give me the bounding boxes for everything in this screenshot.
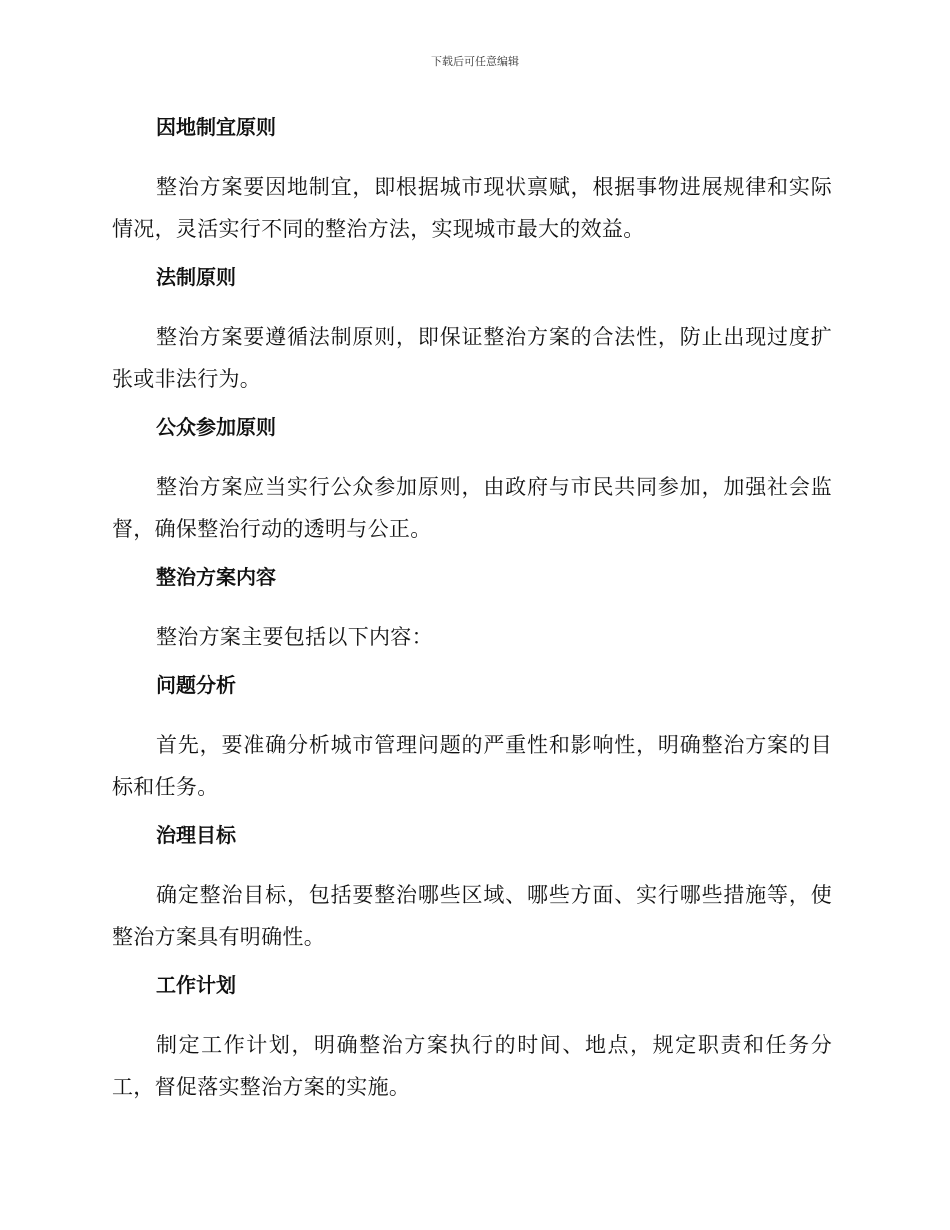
section-paragraph: 整治方案要遵循法制原则，即保证整治方案的合法性，防止出现过度扩张或非法行为。 [112,325,832,391]
section-heading: 治理目标 [156,823,236,847]
section-heading: 公众参加原则 [156,415,276,439]
section-heading: 法制原则 [156,265,236,289]
section-heading: 整治方案内容 [156,565,276,589]
section-heading: 工作计划 [156,973,236,997]
section-heading: 因地制宜原则 [156,115,276,139]
section-paragraph: 整治方案要因地制宜，即根据城市现状禀赋，根据事物进展规律和实际情况，灵活实行不同的整治方法，实现城市最大的效益。 [112,175,832,241]
section-paragraph: 确定整治目标，包括要整治哪些区域、哪些方面、实行哪些措施等，使整治方案具有明确性。 [112,883,832,949]
document-body [112,110,832,1118]
section-paragraph: 首先，要准确分析城市管理问题的严重性和影响性，明确整治方案的目标和任务。 [112,733,832,799]
section-heading: 问题分析 [156,673,236,697]
page-header: 下载后可任意编辑 [431,55,519,68]
section-paragraph: 制定工作计划，明确整治方案执行的时间、地点，规定职责和任务分工，督促落实整治方案的实施。 [112,1033,832,1099]
section-paragraph: 整治方案主要包括以下内容： [156,625,433,649]
section-paragraph: 整治方案应当实行公众参加原则，由政府与市民共同参加，加强社会监督，确保整治行动的透明与公正。 [112,475,832,541]
